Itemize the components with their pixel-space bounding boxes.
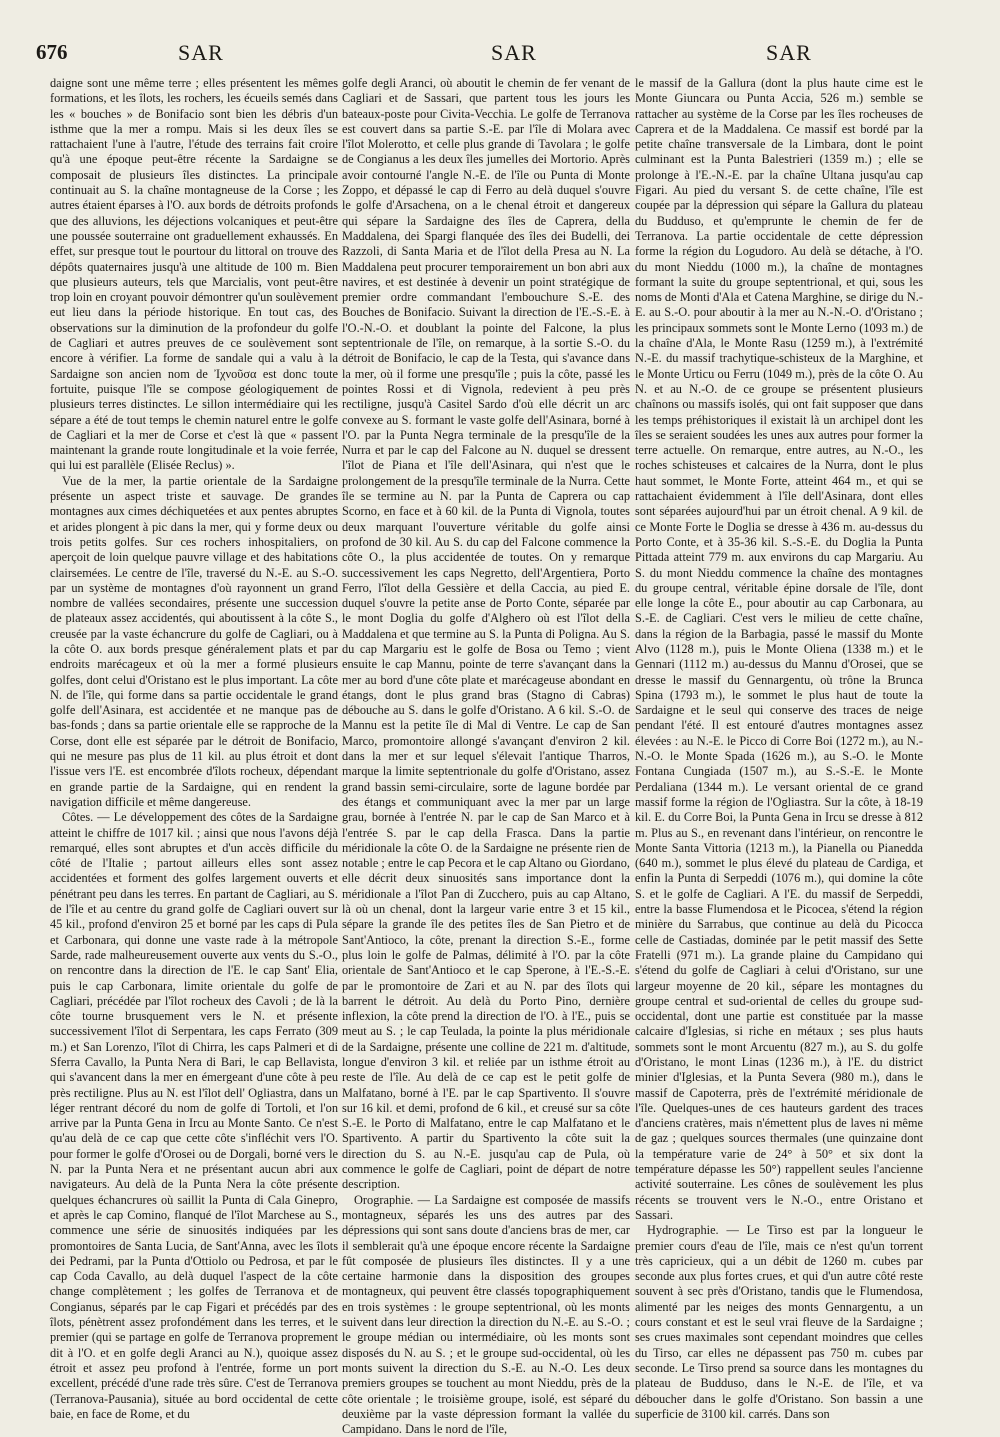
paragraph: Vue de la mer, la partie orientale de la Sardaigne présente un aspect triste et sauvage. De grandes montagnes aux cimes déchiquetées et aux pentes abruptes et arides plongent à pic dans la mer, qui y forme deux ou trois petits golfes. Sur ces rochers inhospitaliers, on aperçoit de loin quelque pauvre village et des habitations clairsemées. Le centre de l'île, traversé du N.-E. au S.-O. par un système de montagnes d'où rayonnent un grand nombre de vallées secondaires, présente une succession de plateaux assez accidentés, qui aboutissent à la côte S., creusée par la vaste échancrure du golfe de Cagliari, ou à la côte O. aux bords presque généralement plats et par endroits marécageux et où la mer a formé plusieurs golfes, dont celui d'Oristano est le plus important. La côte N. de l'île, qui forme dans sa partie occidentale le grand golfe dell'Asinara, est accidentée et ne manque pas de bas-fonds ; dans sa partie orientale elle se rapproche de la Corse, dont elle est séparée par le détroit de Bonifacio, qui ne mesure pas plus de 11 kil. au plus étroit et dont l'issue vers l'E. est encombrée d'îlots rocheux, dépendant en grande partie de la Sardaigne, qui en rendent la navigation difficile et même dangereuse. <box>50 473 338 809</box>
text-column-2 <box>342 76 630 1437</box>
paragraph: Hydrographie. — Le Tirso est par la longueur le premier cours d'eau de l'île, mais ce n'est qu'un torrent très capricieux, qui a un débit de 1260 m. cubes par seconde aux plus fortes crues, et qui d'un autre côté reste souvent à sec près d'Oristano, tandis que le Flumendosa, alimenté par les neiges des monts Gennargentu, a un cours constant et est le seul vrai fleuve de la Sardaigne ; ses crues maximales sont cependant moindres que celles du Tirso, car elles ne dépassent pas 750 m. cubes par seconde. Le Tirso prend sa source dans les montagnes du plateau de Budduso, dans le N.-E. de l'île, et va déboucher dans le golfe d'Oristano. Son bassin a une superficie de 3100 kil. carrés. Dans son <box>635 1223 923 1421</box>
headword-left: SAR <box>178 40 224 65</box>
paragraph: daigne sont une même terre ; elles présentent les mêmes formations, et les îlots, les rochers, les écueils semés dans les « bouches » de Bonifacio sont bien les débris d'un isthme que la mer a rompu. Mais si les deux îles se rattachaient l'une à l'autre, l'étude des terrains fait croire qu'à une époque peut-être récente la Sardaigne se composait de plusieurs îles distinctes. La principale continuait au S. la chaîne montagneuse de la Corse ; les autres étaient éparses à l'O. aux bords de détroits profonds que des alluvions, les déjections volcaniques et peut-être une poussée souterraine ont graduellement exhaussés. En effet, sur presque tout le pourtour du littoral on trouve des dépôts quaternaires jusqu'à une altitude de 100 m. Bien que plusieurs auteurs, tels que Marcialis, vont peut-être trop loin en croyant pouvoir démontrer qu'un soulèvement eut lieu dans la période historique. En tout cas, des observations sur la diminution de la profondeur du golfe de Cagliari et autres preuves de ce soulèvement sont encore à vérifier. La forme de sandale qui a valu à la Sardaigne son ancien nom de Ἰχνοῦσα est donc toute fortuite, puisque l'île se compose géologiquement de plusieurs terres distinctes. Le sillon intermédiaire qui les sépare a été de tout temps le chemin naturel entre le golfe de Cagliari et la mer de Corse et c'est là que « passent maintenant la grande route longitudinale et la voie ferrée, qui lui est parallèle (Elisée Reclus) ». <box>50 76 338 473</box>
headword-right: SAR <box>766 40 812 65</box>
headword-center: SAR <box>491 40 537 65</box>
paragraph: Côtes. — Le développement des côtes de la Sardaigne atteint le chiffre de 1017 kil. ; ainsi que nous l'avons déjà remarqué, elles sont abruptes et d'un accès difficile du côté de l'Italie ; partout ailleurs elles sont assez accidentées et forment des golfes largement ouverts et pénétrant peu dans les terres. En partant de Cagliari, au S. de l'île et au centre du grand golfe de Cagliari ouvert sur 45 kil., profond d'environ 25 et borné par les caps di Pula et Carbonara, qui donne une vaste rade à la métropole Sarde, rade malheureusement ouverte aux vents du S.-O., on rencontre dans la direction de l'E. le cap Sant' Elia, puis le cap Carbonara, limite orientale du golfe de Cagliari, précédée par l'îlot rocheux des Cavoli ; de là la côte tourne brusquement vers le N. et présente successivement l'îlot di Serpentara, les caps Ferrato (309 m.) et San Lorenzo, l'îlot di Chirra, les caps Palmeri et di Sferra Cavallo, la Punta Nera di Bari, le cap Bellavista, qui s'avancent dans la mer en émergeant d'une côte à peu près rectiligne. Plus au N. est l'îlot dell' Ogliastra, dans un léger rentrant décoré du nom de golfe di Tortoli, et l'on arrive par la Punta Gena in Ircu au Monte Santo. Ce n'est qu'au delà de ce cap que cette côte s'infléchit vers l'O. pour former le golfe d'Orosei ou de Dorgali, borné vers le N. par la Punta Nera et ne présentant aucun abri aux navigateurs. Au delà de la Punta Nera la côte présente quelques échancrures où saillit la Punta di Cala Ginepro, et après le cap Comino, flanqué de l'îlot Marchese au S., commence une série de sinuosités indiquées par les promontoires de Santa Lucia, de Sant'Anna, avec les îlots dei Pedrami, par la Punta d'Ottiolo ou Pedrosa, et par le cap Coda Cavallo, au delà duquel l'aspect de la côte change complètement ; les golfes de Terranova et de Congianus, séparés par le cap Figari et précédés par des îlots, pénètrent assez profondément dans les terres, et le premier (qui se partage en golfe de Terranova proprement dit à l'O. et en golfe degli Aranci au N.), quoique assez étroit et assez peu profond à l'entrée, forme un port excellent, précédé d'une rade très sûre. C'est de Terranova (Terranova-Pausania), située au bord occidental de cette baie, en face de Rome, et du <box>50 810 338 1421</box>
paragraph: Orographie. — La Sardaigne est composée de massifs montagneux, séparés les uns des autres par des dépressions qui sont sans doute d'anciens bras de mer, car il semblerait qu'à une époque encore récente la Sardaigne fût composée de plusieurs îles distinctes. Il y a une certaine harmonie dans la disposition des groupes montagneux, qui peuvent être classés topographiquement en trois systèmes : le groupe septentrional, où les monts suivent dans leur direction la direction du N.-E. au S.-O. ; le groupe médian ou intermédiaire, où les monts sont disposés du N. au S. ; et le groupe sud-occidental, où les monts suivent la direction du S.-E. au N.-O. Les deux premiers groupes se touchent au mont Nieddu, près de la côte orientale ; le troisième groupe, isolé, est séparé du deuxième par la vaste dépression formant la vallée du Campidano. Dans le nord de l'île, <box>342 1192 630 1437</box>
text-column-1 <box>50 76 338 1421</box>
text-column-3 <box>635 76 923 1421</box>
paragraph: golfe degli Aranci, où aboutit le chemin de fer venant de Cagliari et de Sassari, que partent tous les jours les bateaux-poste pour Civita-Vecchia. Le golfe de Terranova est couvert dans sa partie S.-E. par l'île di Molara avec l'îlot Molerotto, et celle plus grande di Tavolara ; le golfe de Congianus a les deux îles jumelles dei Mortorio. Après avoir contourné l'angle N.-E. de l'île ou Punta di Monte Zoppo, et dépassé le cap di Ferro au delà duquel s'ouvre le golfe d'Arsachena, on a le chenal étroit et dangereux qui sépare la Sardaigne des îles de Caprera, della Maddalena, dei Spargi flanquée des îles dei Budelli, dei Razzoli, di Santa Maria et de l'îlot della Presa au N. La Maddalena peut procurer temporairement un bon abri aux navires, et est destinée à devenir un point stratégique de premier ordre commandant l'embouchure S.-E. des Bouches de Bonifacio. Suivant la direction de l'E.-S.-E. à l'O.-N.-O. et doublant la pointe del Falcone, la plus septentrionale de l'île, on remarque, à la sortie S.-O. du détroit de Bonifacio, le cap de la Testa, qui s'avance dans la mer, où il forme une presqu'île ; puis la côte, passé les pointes Rossi et di Vignola, redevient à peu près rectiligne, jusqu'à Casitel Sardo d'où elle décrit un arc convexe au S. formant le vaste golfe dell'Asinara, borné à l'O. par la Punta Negra terminale de la presqu'île de la Nurra et par le cap del Falcone au N. duquel se dressent l'îlot de Piana et l'île dell'Asinara, qui n'est que le prolongement de la presqu'île terminale de la Nurra. Cette île se termine au N. par la Punta de Caprera ou cap Scorno, en face et à 60 kil. de la Punta di Vignola, toutes deux marquant l'ouverture véritable du golfe ainsi profond de 30 kil. Au S. du cap del Falcone commence la côte O., la plus accidentée de toutes. On y remarque successivement les caps Negretto, dell'Argentiera, Porto Ferro, l'îlot della Gessière et della Caccia, au pied E. duquel s'ouvre la petite anse de Porto Conte, séparée par le mont Doglia du golfe d'Alghero où est l'îlot della Maddalena et que termine au S. la Punta di Poligna. Au S. du cap Margariu est le golfe de Bosa ou Temo ; vient ensuite le cap Mannu, pointe de terre s'avançant dans la mer au bord d'une côte plate et marécageuse abondant en étangs, dont le plus grand bras (Stagno di Cabras) débouche au S. dans le golfe d'Oristano. A 6 kil. S.-O. de Mannu est la petite île di Mal di Ventre. Le cap de San Marco, promontoire allongé s'avançant d'environ 2 kil. dans la mer et sur lequel s'élevait l'antique Tharros, marque la limite septentrionale du golfe d'Oristano, assez grand bassin semi-circulaire, sorte de lagune bordée par des étangs et communiquant avec la mer par un large grau, bornée à l'entrée N. par le cap de San Marco et à l'entrée S. par le cap della Frasca. Dans la partie méridionale la côte O. de la Sardaigne ne présente rien de notable ; entre le cap Pecora et le cap Altano ou Giordano, elle décrit deux sinuosités sans importance dont la méridionale a l'îlot Pan di Zucchero, puis au cap Altano, là où un chenal, dont la largeur varie entre 3 et 15 kil., sépare la grande île des petites îles de San Pietro et de Sant'Antioco, la côte, prenant la direction S.-E., forme plus loin le golfe de Palmas, délimité à l'O. par la côte orientale de Sant'Antioco et le cap Sperone, à l'E.-S.-E. par le promontoire de Zari et au N. par des îlots qui barrent le détroit. Au delà du Porto Pino, dernière inflexion, la côte prend la direction de l'O. à l'E., puis se meut au S. ; le cap Teulada, la pointe la plus méridionale de la Sardaigne, présente une colline de 221 m. d'altitude, longue d'environ 3 kil. et reliée par un isthme étroit au reste de l'île. Au delà de ce cap est le petit golfe de Malfatano, borné à l'E. par le cap Spartivento. Il s'ouvre sur 16 kil. et demi, profond de 6 kil., et creusé sur sa côte S.-E. le Porto di Malfatano, entre le cap Malfatano et le Spartivento. A partir du Spartivento la côte suit la direction du S. au N.-E. jusqu'au cap de Pula, où commence le golfe de Cagliari, point de départ de notre description. <box>342 76 630 1192</box>
paragraph: le massif de la Gallura (dont la plus haute cime est le Monte Giuncara ou Punta Accia, 526 m.) semble se rattacher au système de la Corse par les îles rocheuses de Caprera et de la Maddalena. Ce massif est bordé par la petite chaîne transversale de la Limbara, dont le point culminant est la Punta Balestrieri (1359 m.) ; elle se prolonge à l'E.-N.-E. par la chaîne Ultana jusqu'au cap Figari. Au pied du versant S. de cette chaîne, l'île est coupée par la dépression qui sépare la Gallura du plateau du Budduso, et qu'emprunte le chemin de fer de Terranova. La partie occidentale de cette dépression forme la région du Logudoro. Au delà se détache, à l'O. du mont Nieddu (1000 m.), la chaîne de montagnes formant la suite du groupe septentrional, et qui, sous les noms de Monti d'Ala et Catena Marghine, se dirige du N.-E. au S.-O. pour aboutir à la mer au N.-N.-O. d'Oristano ; les principaux sommets sont le Monte Lerno (1093 m.) de la chaîne d'Ala, le Monte Rasu (1259 m.), à l'extrémité N.-E. du massif trachytique-schisteux de la Marghine, et le Monte Urticu ou Ferru (1049 m.), près de la côte O. Au N. et au N.-O. de ce groupe se présentent plusieurs chaînons ou massifs isolés, qui ont fait supposer que dans les temps préhistoriques il existait là un archipel dont les îles se seraient soudées les unes aux autres pour former la terre actuelle. On remarque, entre autres, au N.-O., les roches schisteuses et calcaires de la Nurra, dont le plus haut sommet, le Monte Forte, atteint 464 m., et qui se rattachaient évidemment à l'île dell'Asinara, dont elles sont séparées aujourd'hui par un étroit chenal. A 9 kil. de ce Monte Forte le Doglia se dresse à 436 m. au-dessus du Porto Conte, et à 35-36 kil. S.-S.-E. du Doglia la Punta Pittada atteint 779 m. aux environs du cap Margariu. Au S. du mont Nieddu commence la chaîne des montagnes du groupe central, véritable épine dorsale de l'île, dont elle longe la côte E., pour aboutir au cap Carbonara, au S.-E. de Cagliari. C'est vers le milieu de cette chaîne, dans la région de la Barbagia, passé le massif du Monte Alvo (1128 m.), puis le Monte Oliena (1338 m.) et le Gennari (1112 m.) au-dessus du Mannu d'Orosei, que se dresse le massif du Gennargentu, où trône la Brunca Spina (1793 m.), le sommet le plus haut de toute la Sardaigne et le seul qui conserve des traces de neige pendant l'été. Il est entouré d'autres montagnes assez élevées : au N.-E. le Picco di Corre Boi (1272 m.), au N.-N.-O. le Monte Spada (1626 m.), au S.-O. le Monte Fontana Cungiada (1507 m.), au S.-S.-E. le Monte Perdaliana (1344 m.). Le versant oriental de ce grand massif forme la région de l'Ogliastra. Sur la côte, à 18-19 kil. E. du Corre Boi, la Punta Gena in Ircu se dresse à 812 m. Plus au S., en revenant dans l'intérieur, on rencontre le Monte Santa Vittoria (1213 m.), la Pianella ou Pianedda (640 m.), sommet le plus élevé du plateau de Cardiga, et enfin la Punta di Serpeddi (1076 m.), qui domine la côte S. et le golfe de Cagliari. A l'E. du massif de Serpeddi, entre la basse Flumendosa et le Picocea, s'étend la région minière du Sarrabus, que continue au delà du Picocca celle de Castiadas, dominée par le petit massif des Sette Fratelli (971 m.). La grande plaine du Campidano qui s'étend du golfe de Cagliari à celui d'Oristano, sur une largeur moyenne de 20 kil., sépare les montagnes du groupe central et sud-oriental de celles du groupe sud-occidental, dont une partie est constituée par la masse calcaire d'Iglesias, si riche en métaux ; ses plus hauts sommets sont le mont Arcuentu (827 m.), au S. du golfe d'Oristano, le mont Linas (1236 m.), à l'E. du district minier d'Iglesias, et la Punta Severa (980 m.), dans le massif de Capoterra, près de l'extrémité méridionale de l'île. Quelques-unes de ces hauteurs gardent des traces d'anciens cratères, mais n'émettent plus de laves ni même de gaz ; quelques sources thermales (une quinzaine dont la température varie de 24° à 50° et six dont la température dépasse les 50°) rappellent seules l'ancienne activité souterraine. Les cônes de soulèvement les plus récents se trouvent vers le N.-O., entre Oristano et Sassari. <box>635 76 923 1222</box>
page-number: 676 <box>36 40 68 64</box>
running-header <box>0 40 1000 76</box>
